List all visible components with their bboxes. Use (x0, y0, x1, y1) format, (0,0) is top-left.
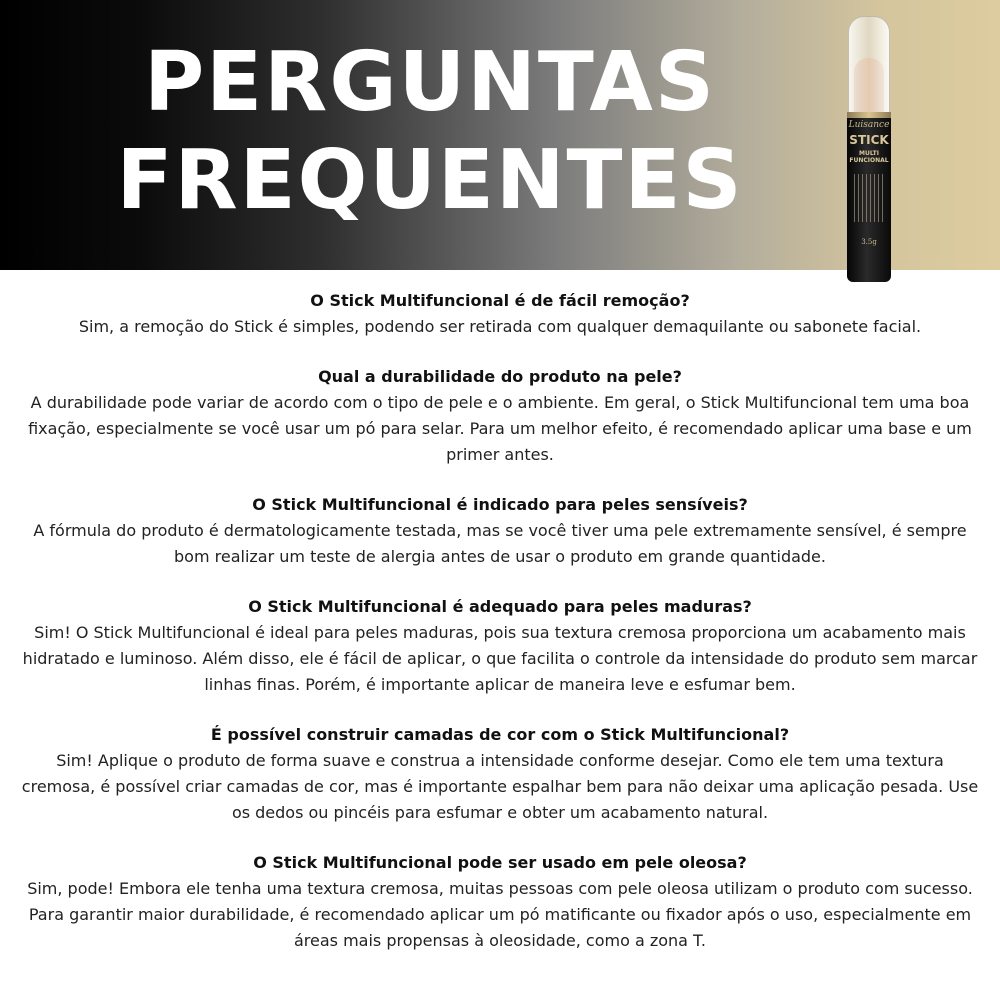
faq-list (20, 288, 980, 978)
makeup-stick-product-image (846, 16, 892, 282)
product-cap (848, 16, 890, 114)
faq-item (20, 492, 980, 570)
faq-answer: A durabilidade pode variar de acordo com o tipo de pele e o ambiente. Em geral, o Stick Multifuncional tem uma boa fixação, especialmente se você usar um pó para selar. Para um melhor efeito, é recomendado aplicar uma base e um primer antes. (28, 393, 972, 464)
faq-question: O Stick Multifuncional pode ser usado em pele oleosa? (253, 853, 747, 872)
faq-answer: Sim, pode! Embora ele tenha uma textura cremosa, muitas pessoas com pele oleosa utilizam o produto com sucesso. Para garantir maior durabilidade, é recomendado aplicar um pó matificante ou fixador após o uso, especialmente em áreas mais propensas à oleosidade, como a zona T. (27, 879, 973, 950)
faq-question: O Stick Multifuncional é adequado para peles maduras? (248, 597, 752, 616)
faq-answer: Sim! Aplique o produto de forma suave e construa a intensidade conforme desejar. Como ele tem uma textura cremosa, é possível criar camadas de cor, mas é importante espalhar bem para não deixar uma aplicação pesada. Use os dedos ou pincéis para esfumar e obter um acabamento natural. (21, 751, 979, 822)
product-subtitle (847, 150, 891, 164)
title-line-2: FREQUENTES (116, 133, 744, 228)
faq-item (20, 364, 980, 468)
product-brand: Luisance (848, 120, 890, 130)
product-subtitle-line-2: FUNCIONAL (849, 157, 889, 164)
faq-answer: Sim! O Stick Multifuncional é ideal para peles maduras, pois sua textura cremosa proporciona um acabamento mais hidratado e luminoso. Além disso, ele é fácil de aplicar, o que facilita o controle da intensidade do produto sem marcar linhas finas. Porém, é importante aplicar de maneira leve e esfumar bem. (22, 623, 978, 694)
faq-question: O Stick Multifuncional é de fácil remoção? (310, 291, 690, 310)
product-weight: 3.5g (861, 238, 877, 246)
faq-answer: Sim, a remoção do Stick é simples, podendo ser retirada com qualquer demaquilante ou sabonete facial. (78, 317, 922, 336)
faq-question: É possível construir camadas de cor com o Stick Multifuncional? (210, 725, 790, 744)
product-name: STICK (849, 133, 889, 147)
product-gold-band (847, 112, 891, 118)
product-fine-print (854, 174, 884, 222)
faq-item (20, 594, 980, 698)
page-title (0, 34, 860, 230)
faq-answer: A fórmula do produto é dermatologicamente testada, mas se você tiver uma pele extremamente sensível, é sempre bom realizar um teste de alergia antes de usar o produto em grande quantidade. (33, 521, 967, 566)
faq-question: O Stick Multifuncional é indicado para peles sensíveis? (252, 495, 748, 514)
product-subtitle-line-1: MULTI (859, 150, 879, 157)
faq-item (20, 288, 980, 340)
faq-item (20, 722, 980, 826)
title-line-1: PERGUNTAS (144, 35, 716, 130)
faq-question: Qual a durabilidade do produto na pele? (318, 367, 682, 386)
faq-item (20, 850, 980, 954)
